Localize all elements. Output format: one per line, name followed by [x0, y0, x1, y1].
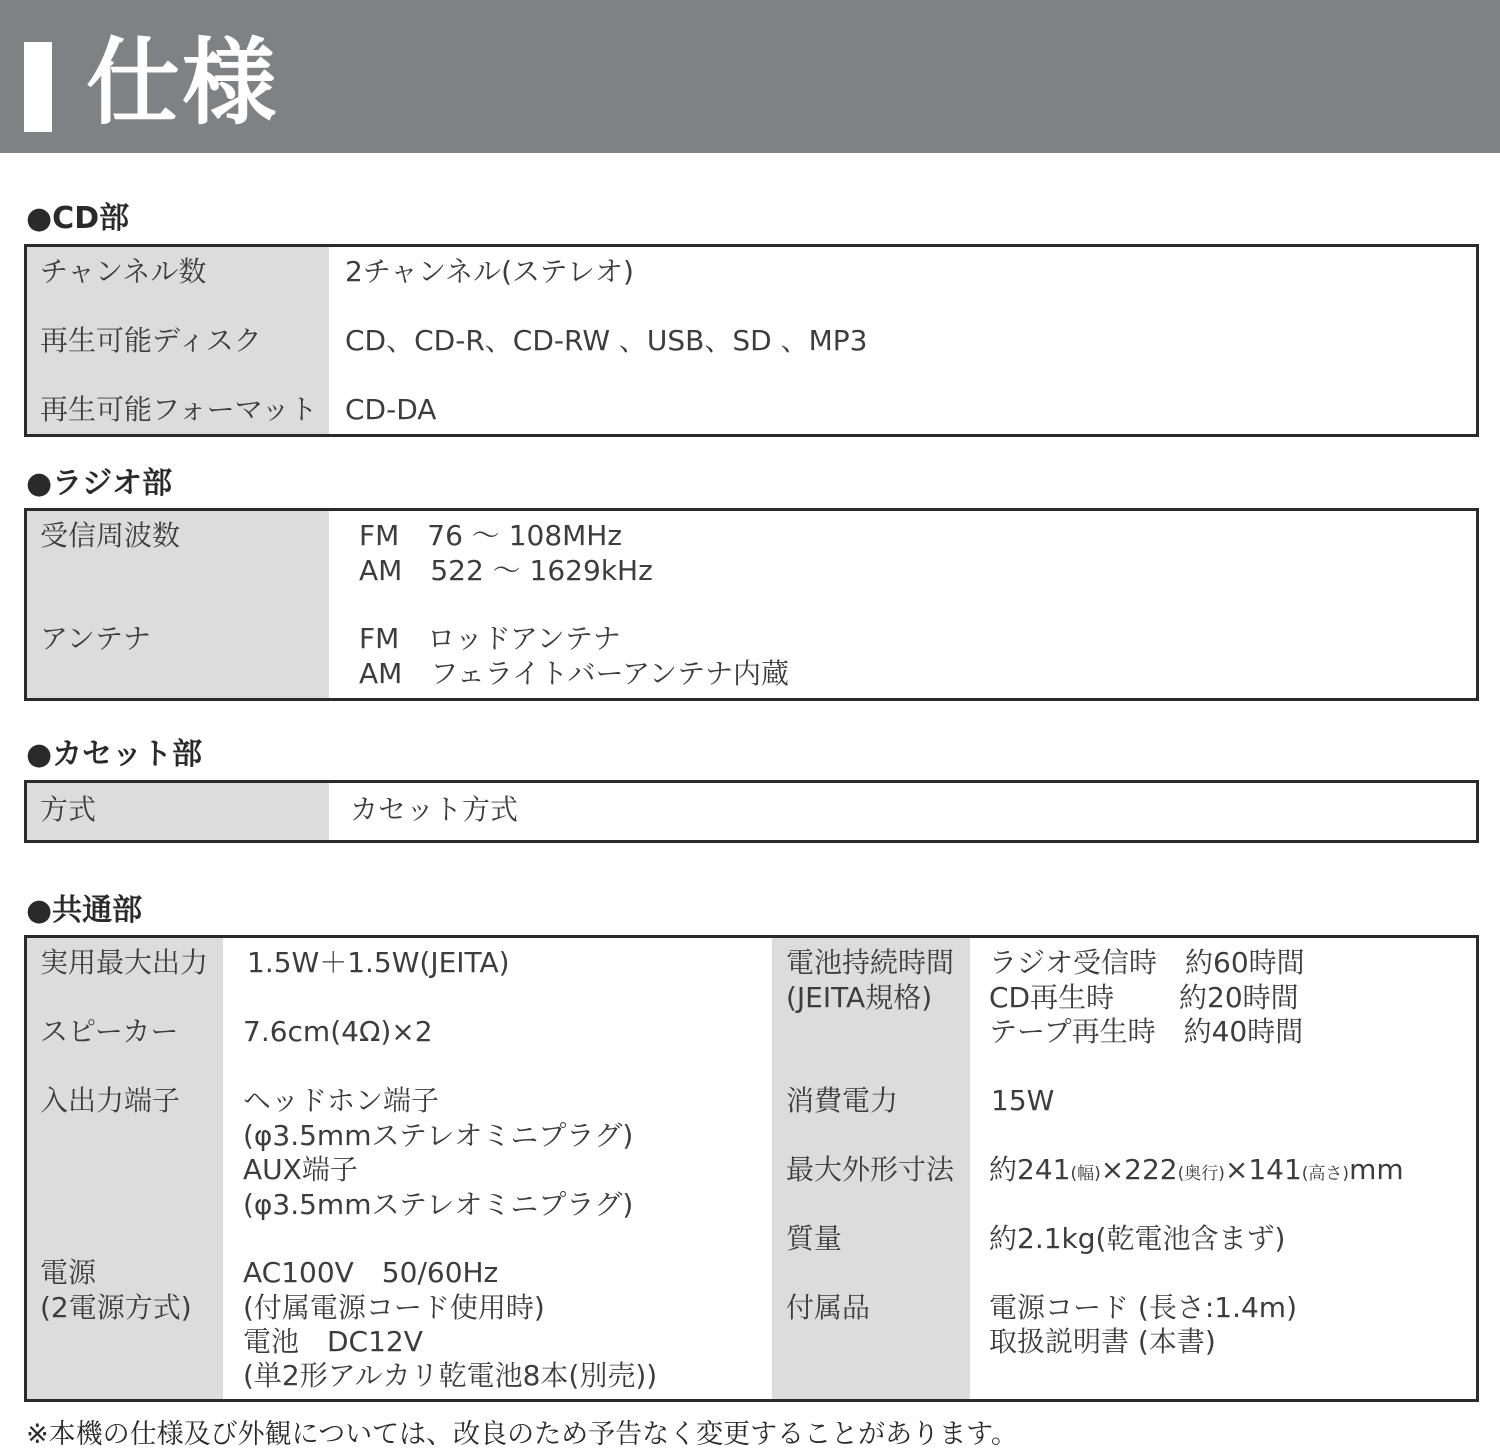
spec-label-consumption: 消費電力 — [786, 1084, 899, 1117]
spec-label-accessories: 付属品 — [786, 1291, 871, 1324]
dim-height-note: (高さ) — [1301, 1164, 1350, 1184]
spec-value-io-line: (φ3.5mmステレオミニプラグ) — [243, 1119, 634, 1152]
spec-label-format: 再生可能フォーマット — [40, 393, 318, 426]
dim-width: 約241 — [989, 1153, 1071, 1186]
spec-value-mass: 約2.1kg(乾電池含まず) — [989, 1222, 1286, 1255]
footnote: ※本機の仕様及び外観については、改良のため予告なく変更することがあります。 — [26, 1419, 1018, 1450]
spec-label-mass: 質量 — [786, 1222, 843, 1255]
cassette-spec-table — [24, 780, 1479, 843]
spec-value-power-line: (付属電源コード使用時) — [243, 1291, 545, 1324]
spec-value-io-line: (φ3.5mmステレオミニプラグ) — [243, 1188, 634, 1221]
spec-value-method: カセット方式 — [350, 793, 519, 826]
spec-label-speaker: スピーカー — [40, 1015, 179, 1048]
spec-label-output: 実用最大出力 — [40, 946, 209, 979]
spec-label-power-sub: (2電源方式) — [40, 1291, 192, 1324]
spec-label-frequency: 受信周波数 — [40, 519, 181, 552]
spec-value-battery-line: テープ再生時 約40時間 — [989, 1015, 1304, 1048]
section-title-common: ●共通部 — [26, 893, 143, 928]
spec-label-battery-life-sub: (JEITA規格) — [786, 981, 933, 1014]
spec-value-output: 1.5W＋1.5W(JEITA) — [247, 946, 510, 979]
spec-value-discs: CD、CD-R、CD-RW 、USB、SD 、MP3 — [345, 324, 868, 357]
spec-value-power-line: (単2形アルカリ乾電池8本(別売)) — [243, 1359, 658, 1392]
dim-unit: mm — [1349, 1153, 1404, 1186]
spec-value-speaker: 7.6cm(4Ω)×2 — [243, 1015, 433, 1048]
spec-value-consumption: 15W — [991, 1084, 1055, 1117]
label-column-left — [27, 938, 223, 1399]
dim-height: ×141 — [1224, 1153, 1302, 1186]
spec-value-power-line: AC100V 50/60Hz — [243, 1256, 499, 1289]
spec-value-io-line: ヘッドホン端子 — [243, 1084, 440, 1117]
spec-value-accessory-line: 電源コード (長さ:1.4m) — [989, 1291, 1297, 1324]
spec-value-channels: 2チャンネル(ステレオ) — [345, 255, 634, 288]
spec-value-antenna-fm: FM ロッドアンテナ — [359, 622, 621, 655]
spec-value-accessory-line: 取扱説明書 (本書) — [989, 1325, 1216, 1358]
spec-value-dimensions — [989, 1153, 1404, 1191]
section-title-cassette: ●カセット部 — [26, 737, 203, 772]
spec-value-format: CD-DA — [345, 393, 437, 426]
spec-value-power-line: 電池 DC12V — [243, 1325, 423, 1358]
section-title-cd: ●CD部 — [26, 201, 130, 236]
page-title: 仕様 — [86, 29, 279, 138]
spec-label-method: 方式 — [40, 793, 97, 826]
dim-width-note: (幅) — [1070, 1164, 1101, 1184]
dim-depth: ×222 — [1100, 1153, 1178, 1186]
spec-label-battery-life: 電池持続時間 — [786, 946, 955, 979]
cd-spec-table — [24, 244, 1479, 437]
dim-depth-note: (奥行) — [1177, 1164, 1225, 1184]
radio-spec-table — [24, 508, 1479, 701]
spec-label-power: 電源 — [40, 1256, 97, 1289]
header-accent-bar — [24, 42, 52, 132]
spec-value-frequency-am: AM 522 ～ 1629kHz — [359, 554, 653, 587]
spec-label-channels: チャンネル数 — [40, 255, 207, 288]
spec-value-frequency-fm: FM 76 ～ 108MHz — [359, 519, 623, 552]
spec-label-io: 入出力端子 — [40, 1084, 181, 1117]
common-spec-table — [24, 935, 1479, 1402]
spec-label-discs: 再生可能ディスク — [40, 324, 262, 357]
page-header — [0, 0, 1500, 153]
section-title-radio: ●ラジオ部 — [26, 466, 173, 501]
spec-value-battery-line: CD再生時 約20時間 — [989, 981, 1299, 1014]
spec-value-io-line: AUX端子 — [243, 1153, 358, 1186]
spec-label-antenna: アンテナ — [40, 622, 151, 655]
spec-value-antenna-am: AM フェライトバーアンテナ内蔵 — [359, 657, 789, 690]
spec-value-battery-line: ラジオ受信時 約60時間 — [989, 946, 1305, 979]
spec-label-dimensions: 最大外形寸法 — [786, 1153, 955, 1186]
